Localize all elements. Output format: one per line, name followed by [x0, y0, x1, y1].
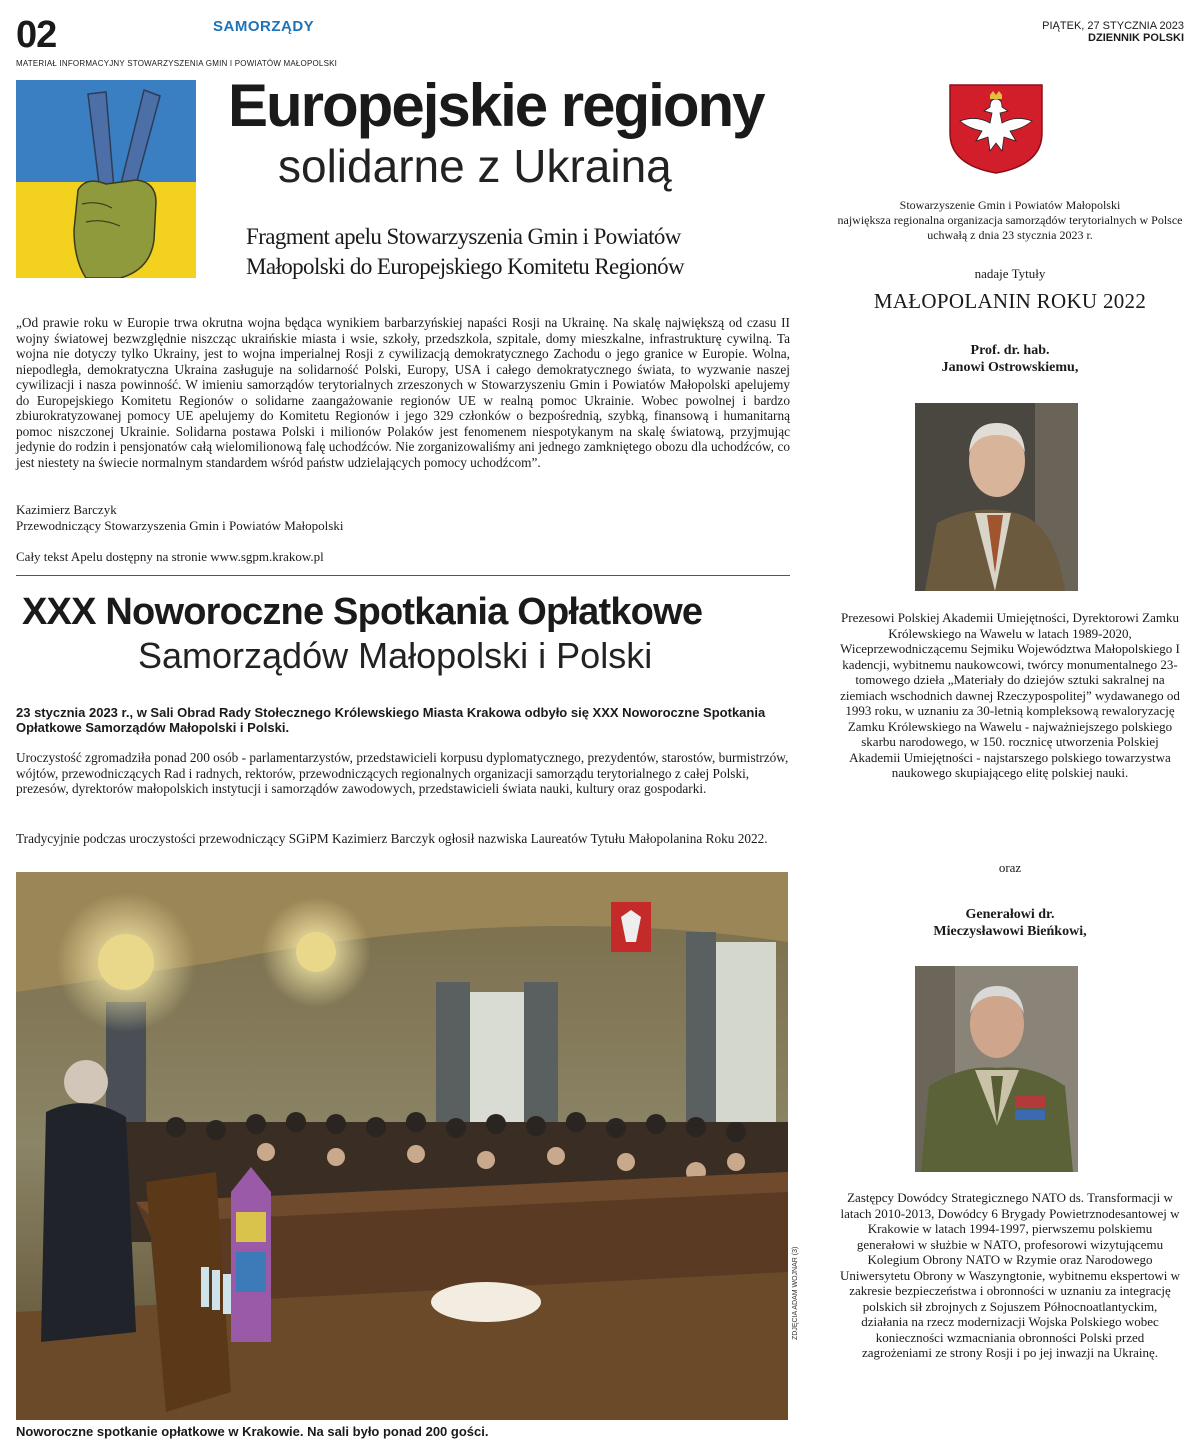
- article-title: Europejskie regiony: [228, 72, 764, 139]
- section-label: SAMORZĄDY: [213, 18, 315, 35]
- issue-date: PIĄTEK, 27 STYCZNIA 2023: [1042, 20, 1184, 32]
- laureate-name-line: Janowi Ostrowskiemu,: [941, 360, 1079, 375]
- article2-title: XXX Noworoczne Spotkania Opłatkowe: [22, 591, 703, 633]
- article-divider: [16, 575, 790, 576]
- laureate-name: [830, 906, 1190, 940]
- association-name: Stowarzyszenie Gmin i Powiatów Małopolski: [899, 198, 1121, 212]
- conjunction-label: oraz: [998, 860, 1022, 875]
- laureate-description: Prezesowi Polskiej Akademii Umiejętności, Dyrektorowi Zamku Królewskiego na Wawelu w latach 1989-2020, Wiceprzewodniczącemu Sejmiku Województwa Małopolskiego I kadencji, wybitnemu naukowcowi, twórcy monumentalnego 23-tomowego dzieła „Materiały do dziejów sztuki sakralnej na ziemiach wschodnich dawnej Rzeczypospolitej” wydawanego od 1993 roku, w uznaniu za 30-letnią kompleksową rewaloryzację Zamku Królewskiego na Wawelu - najważniejszego polskiego skarbu narodowego, w 150. rocznicę utworzenia Polskiej Akademii Umiejętności - najstarszego polskiego towarzystwa naukowego skupiającego elitę polskiej nauki.: [840, 610, 1180, 780]
- council-hall-photo: [16, 872, 788, 1420]
- photo-caption: Noworoczne spotkanie opłatkowe w Krakowie. Na sali było ponad 200 gości.: [16, 1424, 489, 1439]
- ukraine-victory-hand-image: [16, 80, 196, 278]
- article-deck-line: Małopolski do Europejskiego Komitetu Regionów: [246, 254, 685, 279]
- resolution-date: uchwałą z dnia 23 stycznia 2023 r.: [927, 228, 1093, 242]
- photo-credit: ZDJĘCIA ADAM WOJNAR (3): [792, 1246, 799, 1340]
- full-text-link-note: Cały tekst Apelu dostępny na stronie www.sgpm.krakow.pl: [16, 549, 324, 564]
- awards-intro: nadaje Tytuły: [974, 266, 1046, 281]
- material-info-label: MATERIAŁ INFORMACYJNY STOWARZYSZENIA GMIN I POWIATÓW MAŁOPOLSKI: [16, 59, 338, 68]
- author-name: Kazimierz Barczyk: [16, 502, 117, 517]
- newspaper-name: DZIENNIK POLSKI: [1088, 32, 1184, 44]
- laureate-description: Zastępcy Dowódcy Strategicznego NATO ds. Transformacji w latach 2010-2013, Dowódcy 6 Brygady Powietrznodesantowej w Krakowie w latach 1994-1997, pierwszemu polskiemu generałowi w służbie w NATO, profesorowi wizytującemu Kolegium Obrony NATO w Rzymie oraz Narodowego Uniwersytetu Obrony w Waszyngtonie, wybitnemu ekspertowi w zakresie bezpieczeństwa i obronności w uznaniu za integrację polskich sił zbrojnych z Sojuszem Północnoatlantyckim, działania na rzecz modernizacji Wojska Polskiego wobec konieczności wzmacniania obronności Polski przed zagrożeniami ze strony Rosji i po jej inwazji na Ukrainę.: [840, 1190, 1180, 1360]
- laureate-portrait-bienek: [915, 966, 1078, 1172]
- laureate-title-line: Prof. dr. hab.: [970, 343, 1050, 358]
- author-role: Przewodniczący Stowarzyszenia Gmin i Powiatów Małopolski: [16, 518, 344, 533]
- article2-lead: 23 stycznia 2023 r., w Sali Obrad Rady Stołecznego Królewskiego Miasta Krakowa odbyło się XXX Noworoczne Spotkania Opłatkowe Samorządów Małopolski i Polski.: [16, 705, 766, 735]
- laureate-name-line: Mieczysławowi Bieńkowi,: [933, 924, 1087, 939]
- article2-subtitle: Samorządów Małopolski i Polski: [138, 635, 653, 676]
- malopolska-coat-of-arms-icon: [946, 81, 1046, 175]
- association-description: największa regionalna organizacja samorządów terytorialnych w Polsce: [837, 213, 1183, 227]
- article-subtitle: solidarne z Ukrainą: [278, 140, 672, 192]
- article-deck-line: Fragment apelu Stowarzyszenia Gmin i Powiatów: [246, 224, 681, 249]
- article2-paragraph: Uroczystość zgromadziła ponad 200 osób - parlamentarzystów, przedstawicieli korpusu dyplomatycznego, prezydentów, starostów, burmistrzów, wójtów, przewodniczących Rad i radnych, rektorów, przewodniczących regionalnych organizacji samorządu terytorialnego z całej Polski, prezesów, dyrektorów małopolskich instytucji i samorządów zawodowych, przedstawicieli świata nauki, kultury oraz gospodarki.: [16, 750, 789, 796]
- association-statement: [830, 198, 1190, 243]
- laureate-name: [830, 342, 1190, 376]
- award-title: MAŁOPOLANIN ROKU 2022: [873, 289, 1147, 313]
- laureate-portrait-ostrowski: [915, 403, 1078, 591]
- article2-paragraph: Tradycyjnie podczas uroczystości przewodniczący SGiPM Kazimierz Barczyk ogłosił nazwiska Laureatów Tytułu Małopolanina Roku 2022.: [16, 831, 768, 846]
- laureate-title-line: Generałowi dr.: [965, 907, 1055, 922]
- appeal-body-text: „Od prawie roku w Europie trwa okrutna wojna będąca wynikiem barbarzyńskiej napaści Rosji na Ukrainę. Na skalę największą od czasu II wojny światowej bezwzględnie niszcząc ukraińskie miasta i wsie, szkoły, przedszkola, szpitale, domy mieszkalne, infrastrukturę cywilną. Ta wojna nie dotyczy tylko Ukrainy, jest to wojna imperialnej Rosji z cywilizacją demokratycznego Zachodu o jego granice w Europie. Wolna, niepodległa, demokratyczna Ukraina zasługuje na solidarność Polski, Europy, USA i całego demokratycznego świata, to wyzwanie naszej cywilizacji i nasza powinność. W imieniu samorządów terytorialnych zrzeszonych w Stowarzyszeniu Gmin i Powiatów Małopolski apelujemy do Europejskiego Komitetu Regionów o solidarne zaangażowanie regionów UE w realną pomoc Ukrainie. Wobec powolnej i bardzo zbiurokratyzowanej pomocy UE apelujemy do Komitetu Regionów i jego 329 członków o bezpośrednią, szybką, finansową i humanitarną pomoc niszczonej Ukrainie. Solidarna postawa Polski i milionów Polaków jest fenomenem niespotykanym na skalę światową, przyjmując jedynie do rodzin i pensjonatów całą wielomilionową falę uchodźców. Nie zorganizowaliśmy ani jednego zamkniętego obozu dla uchodźców, co jest niestety na świecie normalnym standardem wśród państw udzielających pomocy uchodźcom”.: [16, 315, 790, 470]
- page-number: 02: [16, 14, 57, 56]
- article-deck: [246, 222, 766, 282]
